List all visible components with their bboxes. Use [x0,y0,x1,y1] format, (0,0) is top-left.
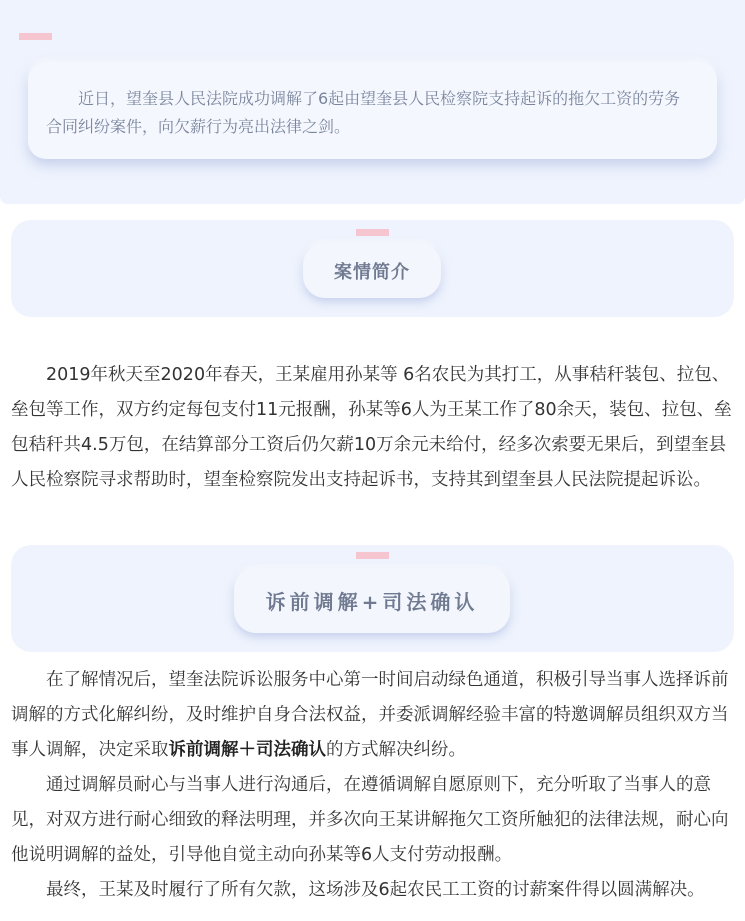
section-title: 诉前调解+司法确认 [265,590,479,614]
section-title-pill [234,568,510,633]
intro-card [28,62,717,159]
mediation-emphasis: 诉前调解＋司法确认 [168,740,326,760]
decorative-mark [356,229,389,236]
decorative-mark [19,33,52,40]
conclusion-paragraph: 最终，王某及时履行了所有欠款，这场涉及6起农民工工资的讨薪案件得以圆满解决。 [46,880,705,900]
decorative-mark [356,552,389,559]
section-title-pill [303,243,441,298]
communication-paragraph: 通过调解员耐心与当事人进行沟通后，在遵循调解自愿原则下，充分听取了当事人的意见，对双方进行耐心细致的释法明理，并多次向王某讲解拖欠工资所触犯的法律法规，耐心向他说明调解的益处，引导他自觉主动向孙某等6人支付劳动报酬。 [11,775,729,865]
mediation-paragraph [11,663,736,768]
intro-text: 近日，望奎县人民法院成功调解了6起由望奎县人民检察院支持起诉的拖欠工资的劳务合同纠纷案件，向欠薪行为亮出法律之剑。 [46,89,681,136]
mediation-text-end: 的方式解决纠纷。 [326,740,466,760]
mediation-text: 在了解情况后，望奎法院诉讼服务中心第一时间启动绿色通道，积极引导当事人选择诉前调解的方式化解纠纷，及时维护自身合法权益，并委派调解经验丰富的特邀调解员组织双方当事人调解，决定采取 [11,670,729,760]
section-title: 案情简介 [334,261,410,283]
case-summary-paragraph: 2019年秋天至2020年春天，王某雇用孙某等 6名农民为其打工，从事秸秆装包、拉包、垒包等工作，双方约定每包支付11元报酬，孙某等6人为王某工作了80余天，装包、拉包、垒包秸秆共4.5万包，在结算部分工资后仍欠薪10万余元未给付，经多次索要无果后，到望奎县人民检察院寻求帮助时，望奎检察院发出支持起诉书，支持其到望奎县人民法院提起诉讼。 [11,365,732,490]
